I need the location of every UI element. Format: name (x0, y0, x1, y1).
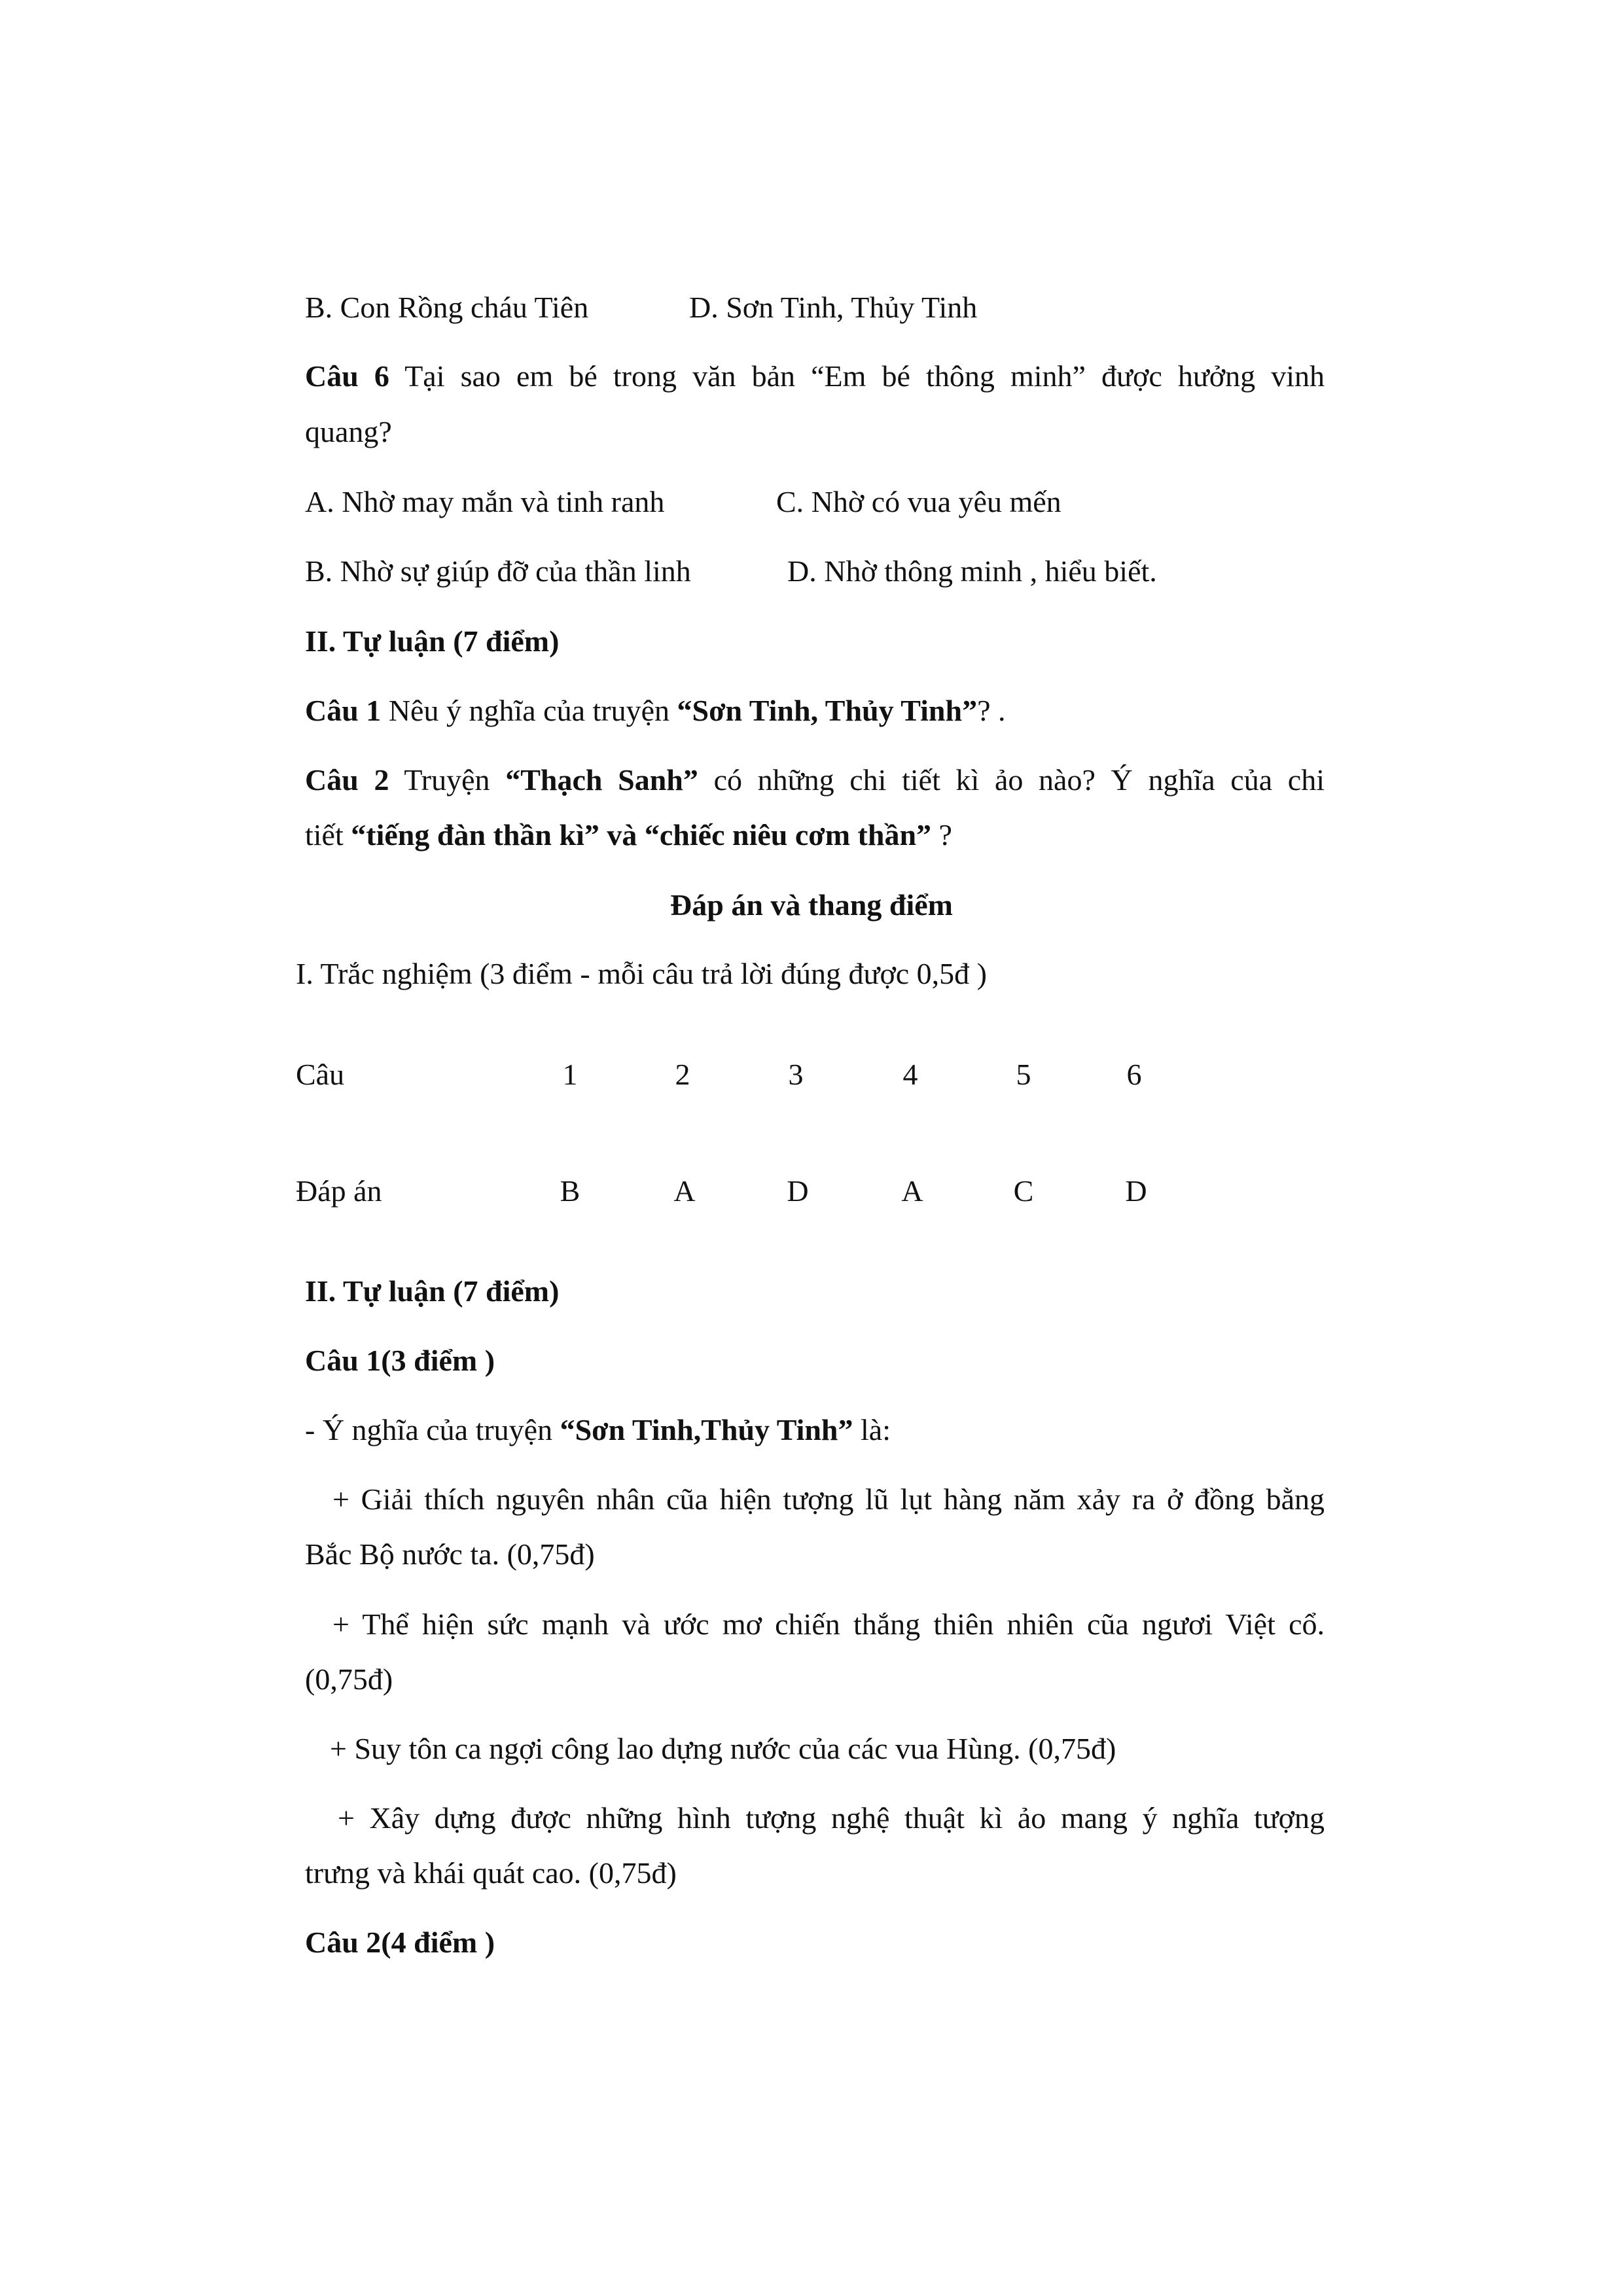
q6-question-line1 (305, 357, 1325, 396)
answer-point2-line2: (0,75đ) (305, 1662, 393, 1696)
answer-point4-line2: trưng và khái quát cao. (0,75đ) (305, 1856, 677, 1890)
answer-point3: + Suy tôn ca ngợi công lao dựng nước của các vua Hùng. (0,75đ) (330, 1732, 1116, 1765)
essay-q2-tail: ? (931, 818, 952, 852)
q6-option-c: C. Nhờ có vua yêu mến (776, 485, 1061, 518)
essay-q2-text1: Truyện (404, 763, 490, 797)
answer-table-question: 1 (562, 1058, 578, 1091)
essay-q2-details: “tiếng đàn thần kì” và “chiếc niêu cơm thần” (351, 818, 932, 852)
essay-q1-label: Câu 1 (305, 694, 382, 727)
q5-option-b: B. Con Rồng cháu Tiên (305, 291, 589, 324)
answer-q2-heading: Câu 2(4 điểm ) (305, 1926, 495, 1959)
essay-q1-tail: ? . (977, 694, 1006, 727)
essay-q1-text: Nêu ý nghĩa của truyện (381, 694, 677, 727)
answer-point4-line1: + Xây dựng được những hình tượng nghệ thuật kì ảo mang ý nghĩa tượng (338, 1801, 1325, 1835)
q6-question-line2: quang? (305, 415, 392, 448)
q6-text: Tại sao em bé trong văn bản “Em bé thông minh” được hưởng vinh (404, 359, 1325, 393)
essay-q2-line1 (305, 761, 1325, 800)
answer-section1-heading: I. Trắc nghiệm (3 điểm - mỗi câu trả lời đúng được 0,5đ ) (296, 957, 988, 990)
answer-table-row2-label: Đáp án (296, 1174, 382, 1208)
essay-q2-text3: tiết (305, 818, 351, 852)
answer-point1-line2: Bắc Bộ nước ta. (0,75đ) (305, 1537, 595, 1571)
essay-q2-story: “Thạch Sanh” (505, 763, 698, 797)
answer-table-row1-label: Câu (296, 1058, 345, 1091)
q6-option-a: A. Nhờ may mắn và tinh ranh (305, 485, 665, 518)
essay-q2-line2 (305, 816, 952, 855)
essay-q2-text2: có những chi tiết kì ảo nào? Ý nghĩa của chi (713, 763, 1325, 797)
answer-q1-intro-text: - Ý nghĩa của truyện (305, 1413, 560, 1446)
answer-table-answer: D (1125, 1174, 1147, 1208)
q6-label: Câu 6 (305, 359, 389, 393)
answer-table-answer: A (673, 1174, 696, 1208)
q6-option-b: B. Nhờ sự giúp đỡ của thần linh (305, 554, 691, 588)
answer-table-question: 6 (1126, 1058, 1142, 1091)
answer-table-question: 5 (1016, 1058, 1031, 1091)
answer-table-question: 3 (788, 1058, 804, 1091)
q5-option-d: D. Sơn Tinh, Thủy Tinh (689, 291, 978, 324)
answer-table-question: 4 (902, 1058, 918, 1091)
essay-q1-story: “Sơn Tinh, Thủy Tinh” (677, 694, 978, 727)
part2-heading: II. Tự luận (7 điểm) (305, 624, 560, 658)
answer-table-answer: D (787, 1174, 809, 1208)
answer-table-question: 2 (675, 1058, 690, 1091)
answer-table-answer: A (901, 1174, 923, 1208)
q6-option-d: D. Nhờ thông minh , hiểu biết. (787, 554, 1157, 588)
essay-q1 (305, 691, 1006, 730)
answer-table-answer: B (560, 1174, 580, 1208)
answer-point2-line1: + Thể hiện sức mạnh và ước mơ chiến thắng thiên nhiên cũa ngươi Việt cổ. (332, 1607, 1325, 1641)
answer-point1-line1: + Giải thích nguyên nhân cũa hiện tượng lũ lụt hàng năm xảy ra ở đồng bằng (332, 1482, 1325, 1516)
answer-table-answer: C (1013, 1174, 1034, 1208)
answer-key-title: Đáp án và thang điểm (670, 888, 953, 922)
answer-q1-heading: Câu 1(3 điểm ) (305, 1344, 495, 1377)
essay-q2-label: Câu 2 (305, 763, 389, 797)
answer-section2-heading: II. Tự luận (7 điểm) (305, 1274, 560, 1308)
answer-q1-intro (305, 1410, 891, 1450)
answer-q1-intro-tail: là: (853, 1413, 891, 1446)
answer-q1-intro-story: “Sơn Tinh,Thủy Tinh” (560, 1413, 853, 1446)
